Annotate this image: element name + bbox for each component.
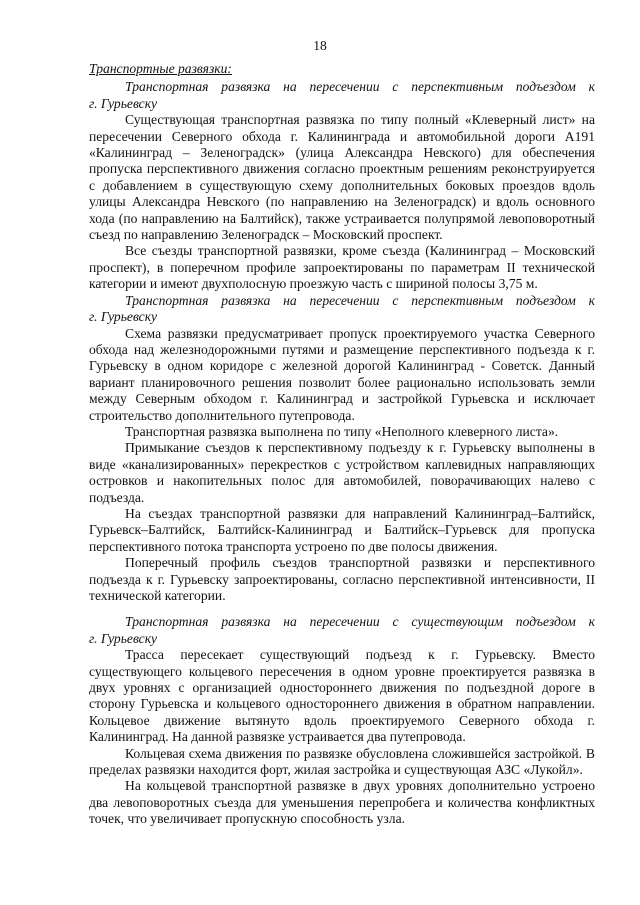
subsection-heading: Транспортная развязка на пересечении с перспективным подъездом к	[125, 292, 595, 308]
subsection-heading-continuation: г. Гурьевску	[89, 630, 158, 646]
paragraph: Трасса пересекает существующий подъезд к г. Гурьевску. Вместо существующего кольцевого пересечения в одном уровне проектируется развязка в двух уровнях с организацией одностороннего движения по подъездной дороге в сторону Гурьевска и кольцевого одностороннего движения в обратном направлении. Кольцевое движение вытянуто вдоль проектируемого Северного обхода г. Калининград. На данной развязке устраивается два путепровода.	[89, 647, 595, 745]
paragraph: Кольцевая схема движения по развязке обусловлена сложившейся застройкой. В пределах развязки находится форт, жилая застройка и существующая АЗС «Лукойл».	[89, 745, 595, 778]
subsection-heading: Транспортная развязка на пересечении с перспективным подъездом к	[125, 79, 595, 95]
subsection-heading: Транспортная развязка на пересечении с существующим подъездом к	[125, 614, 595, 630]
paragraph: Транспортная развязка выполнена по типу «Неполного клеверного листа».	[125, 423, 559, 439]
document-body	[89, 61, 595, 828]
spacer	[89, 604, 595, 614]
paragraph: Схема развязки предусматривает пропуск проектируемого участка Северного обхода над железнодорожными путями и размещение перспективного подъезда к г. Гурьевску в одном коридоре с железной дорогой Калининград - Советск. Данный вариант планировочного решения позволит более рационально использовать земли между Северным обходом г. Калининград и застройкой Гурьевска и исключает строительство дополнительного путепровода.	[89, 325, 595, 423]
subsection-heading-continuation: г. Гурьевску	[89, 95, 158, 111]
paragraph: Все съезды транспортной развязки, кроме съезда (Калининград – Московский проспект), в поперечном профиле запроектированы по параметрам II технической категории и имеют двухполосную проезжую часть с шириной полосы 3,75 м.	[89, 243, 595, 292]
paragraph: На кольцевой транспортной развязке в двух уровнях дополнительно устроено два левоповоротных съезда для уменьшения перепробега и количества конфликтных точек, что увеличивает пропускную способность узла.	[89, 778, 595, 827]
page-number: 18	[313, 38, 327, 53]
paragraph: Примыкание съездов к перспективному подъезду к г. Гурьевску выполнены в виде «канализированных» перекрестков с устройством каплевидных направляющих островков и накопительных полос для автомобилей, поворачивающих налево с подъезда.	[89, 440, 595, 505]
paragraph: Поперечный профиль съездов транспортной развязки и перспективного подъезда к г. Гурьевску запроектированы, согласно перспективной интенсивности, II технической категории.	[89, 555, 595, 603]
paragraph: На съездах транспортной развязки для направлений Калининград–Балтийск, Гурьевск–Балтийск, Балтийск-Калининград и Балтийск–Гурьевск для пропуска перспективного потока транспорта устроено по две полосы движения.	[89, 505, 595, 554]
subsection-heading-continuation: г. Гурьевску	[89, 309, 158, 325]
paragraph: Существующая транспортная развязка по типу полный «Клеверный лист» на пересечении Северного обхода г. Калининграда и автомобильной дороги А191 «Калининград – Зеленоградск» (улица Александра Невского) для обеспечения пропуска перспективного движения согласно проектным решениям реконструируется с добавлением в существующую схему дополнительных боковых проездов вдоль улицы Александра Невского (по направлению на Зеленоградск) и вдоль основного хода (по направлению на Балтийск), также устраивается полупрямой левоповоротный съезд по направлению Зеленоградск – Московский проспект.	[89, 112, 595, 243]
section-title: Транспортные развязки:	[89, 61, 232, 76]
